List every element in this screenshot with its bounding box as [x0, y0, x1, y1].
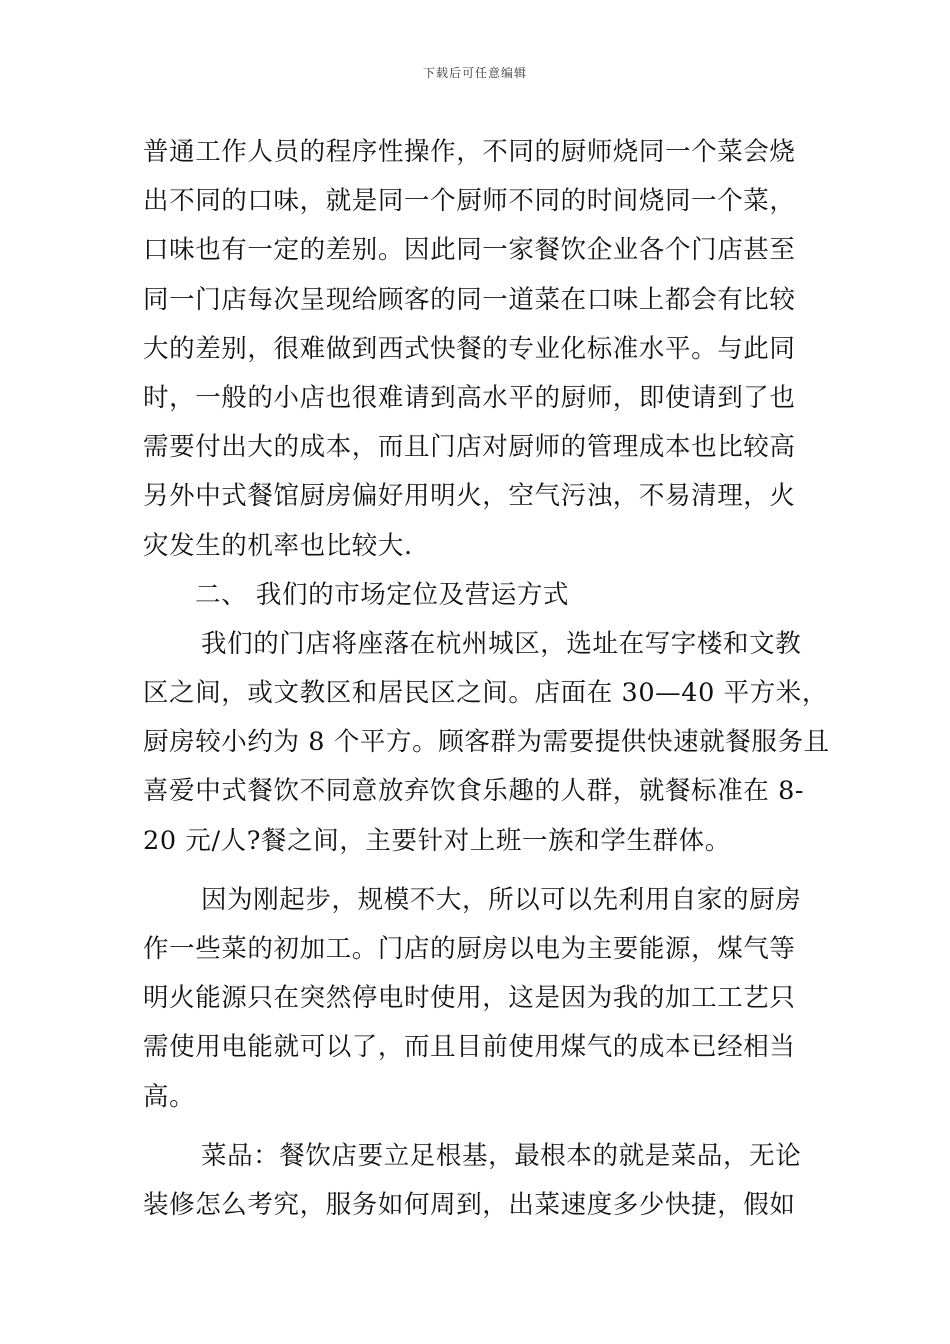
section-heading: 二、 我们的市场定位及营运方式	[195, 579, 570, 610]
paragraph-spacing	[143, 1122, 808, 1132]
paragraph-spacing	[143, 866, 808, 876]
text-line: 普通工作人员的程序性操作，不同的厨师烧同一个菜会烧	[143, 137, 796, 167]
text-line: 因为刚起步，规模不大，所以可以先利用自家的厨房	[201, 884, 802, 915]
text-line: 装修怎么考究，服务如何周到，出菜速度多少快捷，假如	[143, 1189, 796, 1220]
text-line: 大的差别，很难做到西式快餐的专业化标准水平。与此同	[143, 333, 796, 364]
paragraph-2	[143, 620, 830, 866]
text-line: 出不同的口味，就是同一个厨师不同的时间烧同一个菜，	[143, 186, 796, 217]
text-line: 我们的门店将座落在杭州城区，选址在写字楼和文教	[201, 628, 802, 659]
paragraph-4	[143, 1132, 808, 1230]
page-header: 下载后可任意编辑	[422, 66, 527, 80]
text-line: 明火能源只在突然停电时使用，这是因为我的加工工艺只	[143, 983, 796, 1014]
paragraph-3	[143, 876, 808, 1122]
document-body	[143, 128, 830, 1230]
text-line: 高。	[143, 1081, 196, 1112]
text-line: 菜品：餐饮店要立足根基，最根本的就是菜品，无论	[201, 1140, 802, 1171]
text-line: 时，一般的小店也很难请到高水平的厨师，即使请到了也	[143, 382, 796, 413]
text-line: 另外中式餐馆厨房偏好用明火，空气污浊，不易清理，火	[143, 481, 796, 512]
text-line: 灾发生的机率也比较大.	[143, 530, 413, 561]
text-line: 同一门店每次呈现给顾客的同一道菜在口味上都会有比较	[143, 284, 796, 315]
text-line: 作一些菜的初加工。门店的厨房以电为主要能源，煤气等	[143, 934, 796, 964]
text-line: 喜爱中式餐饮不同意放弃饮食乐趣的人群，就餐标准在 8-	[143, 776, 805, 807]
text-line: 厨房较小约为 8 个平方。顾客群为需要提供快速就餐服务且	[143, 727, 830, 758]
text-line: 口味也有一定的差别。因此同一家餐饮企业各个门店甚至	[143, 235, 796, 266]
paragraph-1	[143, 128, 808, 571]
text-line: 需要付出大的成本，而且门店对厨师的管理成本也比较高	[143, 432, 796, 463]
text-line: 需使用电能就可以了，而且目前使用煤气的成本已经相当	[143, 1032, 796, 1063]
text-line: 区之间，或文教区和居民区之间。店面在 30—40 平方米，	[143, 678, 829, 709]
text-line: 20 元/人?餐之间，主要针对上班一族和学生群体。	[143, 825, 731, 856]
